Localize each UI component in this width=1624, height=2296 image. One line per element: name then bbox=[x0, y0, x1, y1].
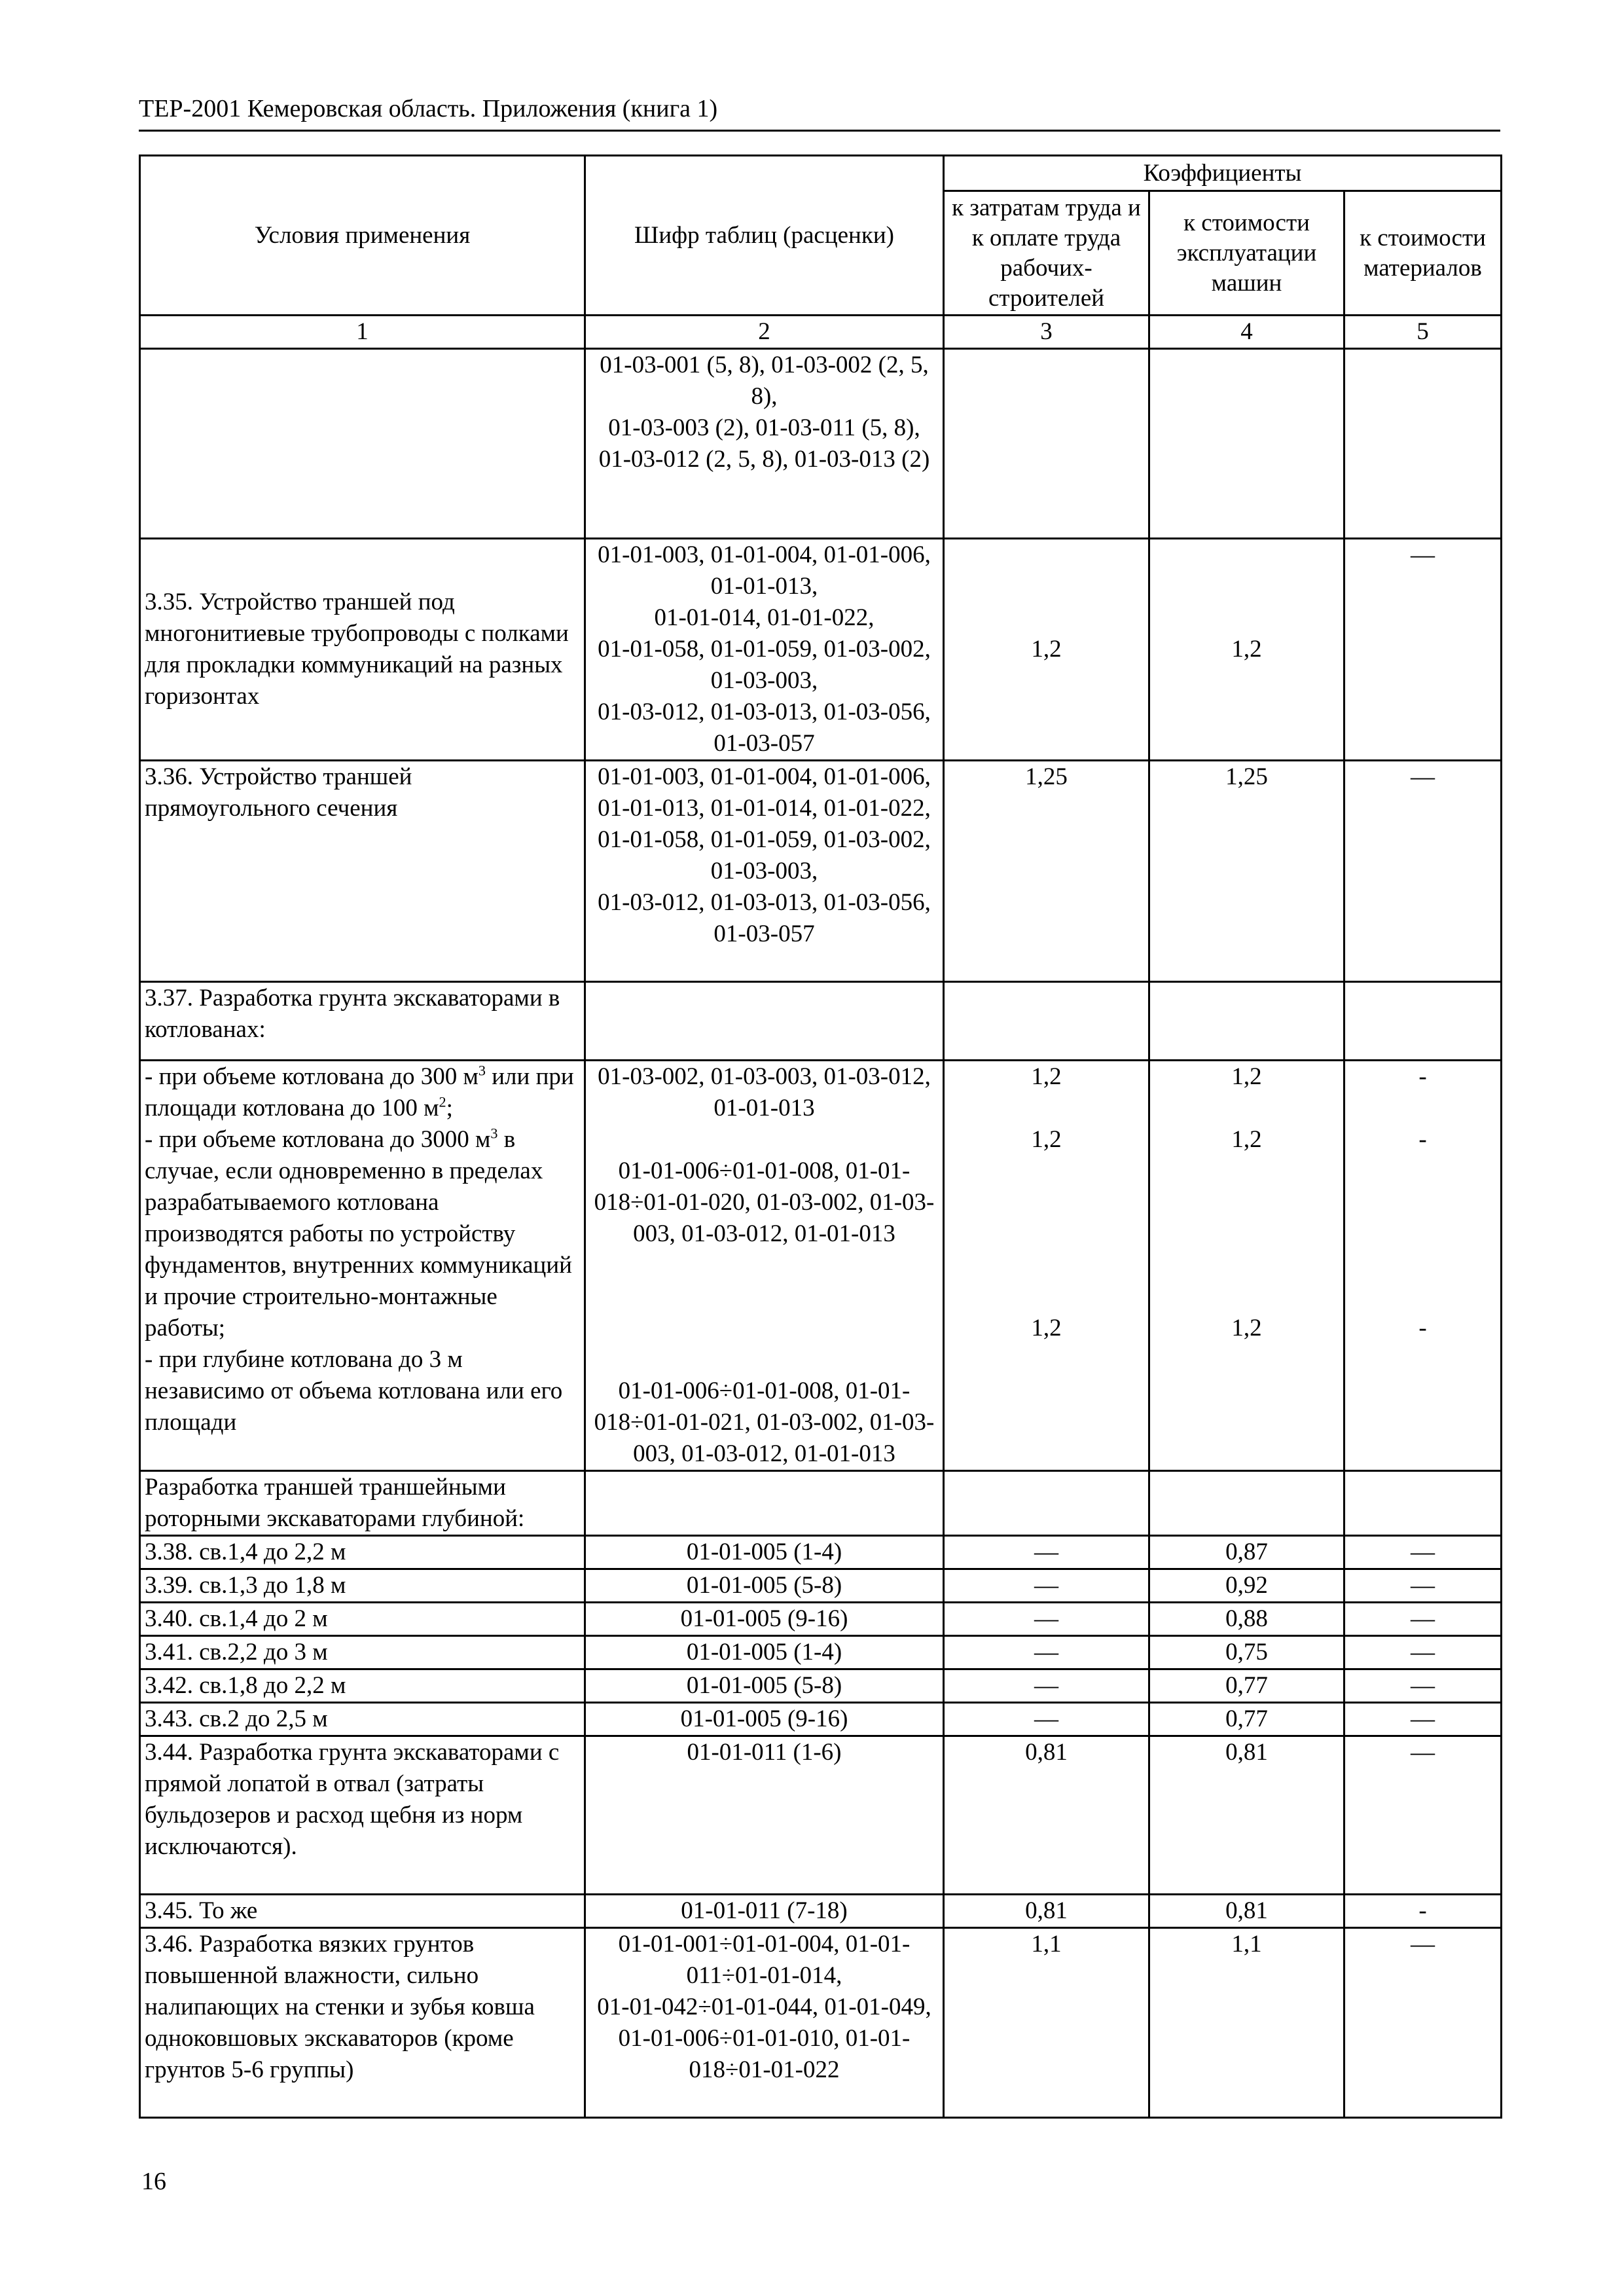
table-row bbox=[140, 761, 1502, 982]
coef-materials-cell: — bbox=[1344, 1736, 1502, 1895]
condition-cell: 3.41. св.2,2 до 3 м bbox=[140, 1636, 585, 1669]
coef-materials-cell: — bbox=[1344, 1703, 1502, 1736]
coef-materials-cell: — bbox=[1344, 1669, 1502, 1703]
condition-text: или при площади котлована до 100 м bbox=[145, 1063, 574, 1121]
codes-line: 01-01-006÷01-01-008, 01-01-018÷01-01-020, 01-03-002, 01-03-003, 01-03-012, 01-01-013 bbox=[594, 1157, 935, 1247]
coef-machines-cell: 1,1 bbox=[1149, 1928, 1344, 2118]
condition-cell: 3.37. Разработка грунта экскаваторами в котлованах: bbox=[140, 982, 585, 1061]
col-number: 1 bbox=[140, 316, 585, 349]
table-row bbox=[140, 539, 1502, 761]
condition-text: ; bbox=[446, 1095, 453, 1121]
table-row bbox=[140, 1603, 1502, 1636]
table-row bbox=[140, 1736, 1502, 1895]
coef-labor-cell: 1,25 bbox=[944, 761, 1149, 982]
col-header-labor: к затратам труда и к оплате труда рабочих-строителей bbox=[944, 191, 1149, 316]
coef-labor-cell: — bbox=[944, 1603, 1149, 1636]
coef-machines-cell: 1,25 bbox=[1149, 761, 1344, 982]
coef-machines-cell bbox=[1149, 982, 1344, 1061]
table-row bbox=[140, 1569, 1502, 1603]
coef-labor-cell: 1,1 bbox=[944, 1928, 1149, 2118]
condition-cell: 3.35. Устройство траншей под многонитиевые трубопроводы с полками для прокладки коммуникаций на разных горизонтах bbox=[140, 539, 585, 761]
condition-text: в случае, если одновременно в пределах разрабатываемого котлована производятся работы по устройству фундаментов, внутренних коммуникаций и прочие строительно-монтажные работы; bbox=[145, 1126, 572, 1341]
coef-materials-cell: — bbox=[1344, 1636, 1502, 1669]
codes-cell bbox=[585, 349, 944, 539]
codes-cell bbox=[585, 539, 944, 761]
codes-cell: 01-01-011 (7-18) bbox=[585, 1895, 944, 1928]
coef-labor-cell: — bbox=[944, 1569, 1149, 1603]
codes-cell bbox=[585, 982, 944, 1061]
coef-materials-cell: — bbox=[1344, 1569, 1502, 1603]
codes-line: 01-01-001÷01-01-004, 01-01-011÷01-01-014, bbox=[618, 1931, 911, 1989]
table-row bbox=[140, 1061, 1502, 1471]
codes-line: 01-03-002, 01-03-003, 01-03-012, 01-01-013 bbox=[598, 1063, 931, 1121]
coef-materials-cell bbox=[1344, 1471, 1502, 1536]
codes-line: 01-01-042÷01-01-044, 01-01-049, bbox=[597, 1994, 931, 2020]
coef-value: 1,2 bbox=[1231, 1315, 1262, 1341]
coef-machines-cell: 0,81 bbox=[1149, 1895, 1344, 1928]
codes-line: 01-03-012 (2, 5, 8), 01-03-013 (2) bbox=[598, 446, 930, 473]
coef-machines-cell: 0,81 bbox=[1149, 1736, 1344, 1895]
coef-machines-cell bbox=[1149, 1061, 1344, 1471]
condition-cell: 3.39. св.1,3 до 1,8 м bbox=[140, 1569, 585, 1603]
codes-cell: 01-01-005 (5-8) bbox=[585, 1569, 944, 1603]
coef-value: 1,2 bbox=[1231, 1063, 1262, 1090]
condition-cell: 3.38. св.1,4 до 2,2 м bbox=[140, 1536, 585, 1569]
superscript: 3 bbox=[490, 1125, 498, 1142]
coef-value: - bbox=[1418, 1063, 1427, 1090]
coef-labor-cell: — bbox=[944, 1669, 1149, 1703]
page-number: 16 bbox=[141, 2168, 166, 2195]
coef-materials-cell bbox=[1344, 349, 1502, 539]
coef-materials-cell: — bbox=[1344, 1603, 1502, 1636]
coef-materials-cell: — bbox=[1344, 761, 1502, 982]
condition-cell bbox=[140, 1061, 585, 1471]
table-row bbox=[140, 1536, 1502, 1569]
codes-line: 01-03-012, 01-03-013, 01-03-056, 01-03-057 bbox=[598, 889, 931, 947]
col-header-coefficients: Коэффициенты bbox=[944, 156, 1502, 191]
condition-cell bbox=[140, 349, 585, 539]
coef-labor-cell: — bbox=[944, 1536, 1149, 1569]
codes-line: 01-03-012, 01-03-013, 01-03-056, 01-03-057 bbox=[598, 699, 931, 757]
codes-cell: 01-01-005 (9-16) bbox=[585, 1603, 944, 1636]
table-row bbox=[140, 1895, 1502, 1928]
condition-cell: 3.46. Разработка вязких грунтов повышенной влажности, сильно налипающих на стенки и зубья ковша одноковшовых экскаваторов (кроме грунтов 5-6 группы) bbox=[140, 1928, 585, 2118]
coef-materials-cell: — bbox=[1344, 1536, 1502, 1569]
codes-line: 01-03-001 (5, 8), 01-03-002 (2, 5, 8), bbox=[600, 352, 929, 410]
coef-materials-cell: — bbox=[1344, 539, 1502, 761]
column-number-row bbox=[140, 316, 1502, 349]
codes-line: 01-03-003 (2), 01-03-011 (5, 8), bbox=[608, 414, 920, 441]
col-number: 2 bbox=[585, 316, 944, 349]
col-header-machines: к стоимости эксплуатации машин bbox=[1149, 191, 1344, 316]
condition-text: - при объеме котлована до 3000 м bbox=[145, 1126, 491, 1153]
condition-cell: 3.45. То же bbox=[140, 1895, 585, 1928]
codes-line: 01-01-014, 01-01-022, bbox=[654, 604, 875, 631]
coef-labor-cell: 0,81 bbox=[944, 1895, 1149, 1928]
coefficients-table-wrapper bbox=[139, 155, 1500, 2119]
col-header-materials: к стоимости материалов bbox=[1344, 191, 1502, 316]
codes-cell: 01-01-005 (9-16) bbox=[585, 1703, 944, 1736]
codes-line: 01-01-006÷01-01-008, 01-01-018÷01-01-021, 01-03-002, 01-03-003, 01-03-012, 01-01-013 bbox=[594, 1377, 935, 1467]
codes-cell: 01-01-011 (1-6) bbox=[585, 1736, 944, 1895]
codes-cell bbox=[585, 1928, 944, 2118]
coef-labor-cell bbox=[944, 1061, 1149, 1471]
coef-machines-cell: 0,87 bbox=[1149, 1536, 1344, 1569]
codes-line: 01-01-006÷01-01-010, 01-01-018÷01-01-022 bbox=[618, 2025, 911, 2083]
coefficients-table bbox=[139, 155, 1502, 2119]
coef-materials-cell: - bbox=[1344, 1895, 1502, 1928]
codes-cell bbox=[585, 761, 944, 982]
codes-cell bbox=[585, 1061, 944, 1471]
col-number: 3 bbox=[944, 316, 1149, 349]
codes-cell bbox=[585, 1471, 944, 1536]
coef-labor-cell: 1,2 bbox=[944, 539, 1149, 761]
coef-value: - bbox=[1418, 1315, 1427, 1341]
table-row bbox=[140, 1669, 1502, 1703]
coef-labor-cell bbox=[944, 982, 1149, 1061]
codes-line: 01-01-003, 01-01-004, 01-01-006, 01-01-013, bbox=[598, 541, 931, 600]
superscript: 2 bbox=[439, 1093, 446, 1110]
coef-machines-cell bbox=[1149, 1471, 1344, 1536]
coef-machines-cell: 0,75 bbox=[1149, 1636, 1344, 1669]
codes-line: 01-01-058, 01-01-059, 01-03-002, 01-03-003, bbox=[598, 636, 931, 694]
codes-line: 01-01-058, 01-01-059, 01-03-002, 01-03-003, bbox=[598, 826, 931, 884]
coef-machines-cell: 1,2 bbox=[1149, 539, 1344, 761]
condition-cell: 3.40. св.1,4 до 2 м bbox=[140, 1603, 585, 1636]
table-row bbox=[140, 1703, 1502, 1736]
coef-value: 1,2 bbox=[1031, 1063, 1062, 1090]
coef-value: 1,2 bbox=[1031, 1315, 1062, 1341]
condition-text: - при глубине котлована до 3 м независимо от объема котлована или его площади bbox=[145, 1346, 563, 1436]
condition-text: - при объеме котлована до 300 м bbox=[145, 1063, 478, 1090]
coef-machines-cell: 0,77 bbox=[1149, 1669, 1344, 1703]
table-row bbox=[140, 1471, 1502, 1536]
superscript: 3 bbox=[478, 1062, 486, 1079]
coef-materials-cell: — bbox=[1344, 1928, 1502, 2118]
table-row bbox=[140, 982, 1502, 1061]
running-header: ТЕР-2001 Кемеровская область. Приложения (книга 1) bbox=[139, 95, 718, 122]
table-row bbox=[140, 1636, 1502, 1669]
coef-machines-cell: 0,88 bbox=[1149, 1603, 1344, 1636]
coef-labor-cell: — bbox=[944, 1636, 1149, 1669]
condition-cell: 3.43. св.2 до 2,5 м bbox=[140, 1703, 585, 1736]
table-row bbox=[140, 349, 1502, 539]
coef-value: 1,2 bbox=[1031, 1126, 1062, 1153]
coef-machines-cell: 0,92 bbox=[1149, 1569, 1344, 1603]
coef-materials-cell bbox=[1344, 982, 1502, 1061]
coef-value: - bbox=[1418, 1126, 1427, 1153]
codes-cell: 01-01-005 (1-4) bbox=[585, 1536, 944, 1569]
codes-line: 01-01-003, 01-01-004, 01-01-006, 01-01-013, 01-01-014, 01-01-022, bbox=[598, 763, 931, 822]
condition-cell: Разработка траншей траншейными роторными экскаваторами глубиной: bbox=[140, 1471, 585, 1536]
coef-machines-cell: 0,77 bbox=[1149, 1703, 1344, 1736]
condition-cell: 3.36. Устройство траншей прямоугольного сечения bbox=[140, 761, 585, 982]
table-row bbox=[140, 1928, 1502, 2118]
coef-materials-cell bbox=[1344, 1061, 1502, 1471]
coef-labor-cell bbox=[944, 349, 1149, 539]
coef-labor-cell: — bbox=[944, 1703, 1149, 1736]
col-number: 4 bbox=[1149, 316, 1344, 349]
codes-cell: 01-01-005 (1-4) bbox=[585, 1636, 944, 1669]
condition-cell: 3.42. св.1,8 до 2,2 м bbox=[140, 1669, 585, 1703]
coef-labor-cell: 0,81 bbox=[944, 1736, 1149, 1895]
col-header-conditions: Условия применения bbox=[140, 156, 585, 316]
codes-cell: 01-01-005 (5-8) bbox=[585, 1669, 944, 1703]
coef-labor-cell bbox=[944, 1471, 1149, 1536]
coef-machines-cell bbox=[1149, 349, 1344, 539]
header-rule bbox=[139, 130, 1500, 132]
coef-value: 1,2 bbox=[1231, 1126, 1262, 1153]
condition-cell: 3.44. Разработка грунта экскаваторами с прямой лопатой в отвал (затраты бульдозеров и расход щебня из норм исключаются). bbox=[140, 1736, 585, 1895]
col-header-codes: Шифр таблиц (расценки) bbox=[585, 156, 944, 316]
col-number: 5 bbox=[1344, 316, 1502, 349]
